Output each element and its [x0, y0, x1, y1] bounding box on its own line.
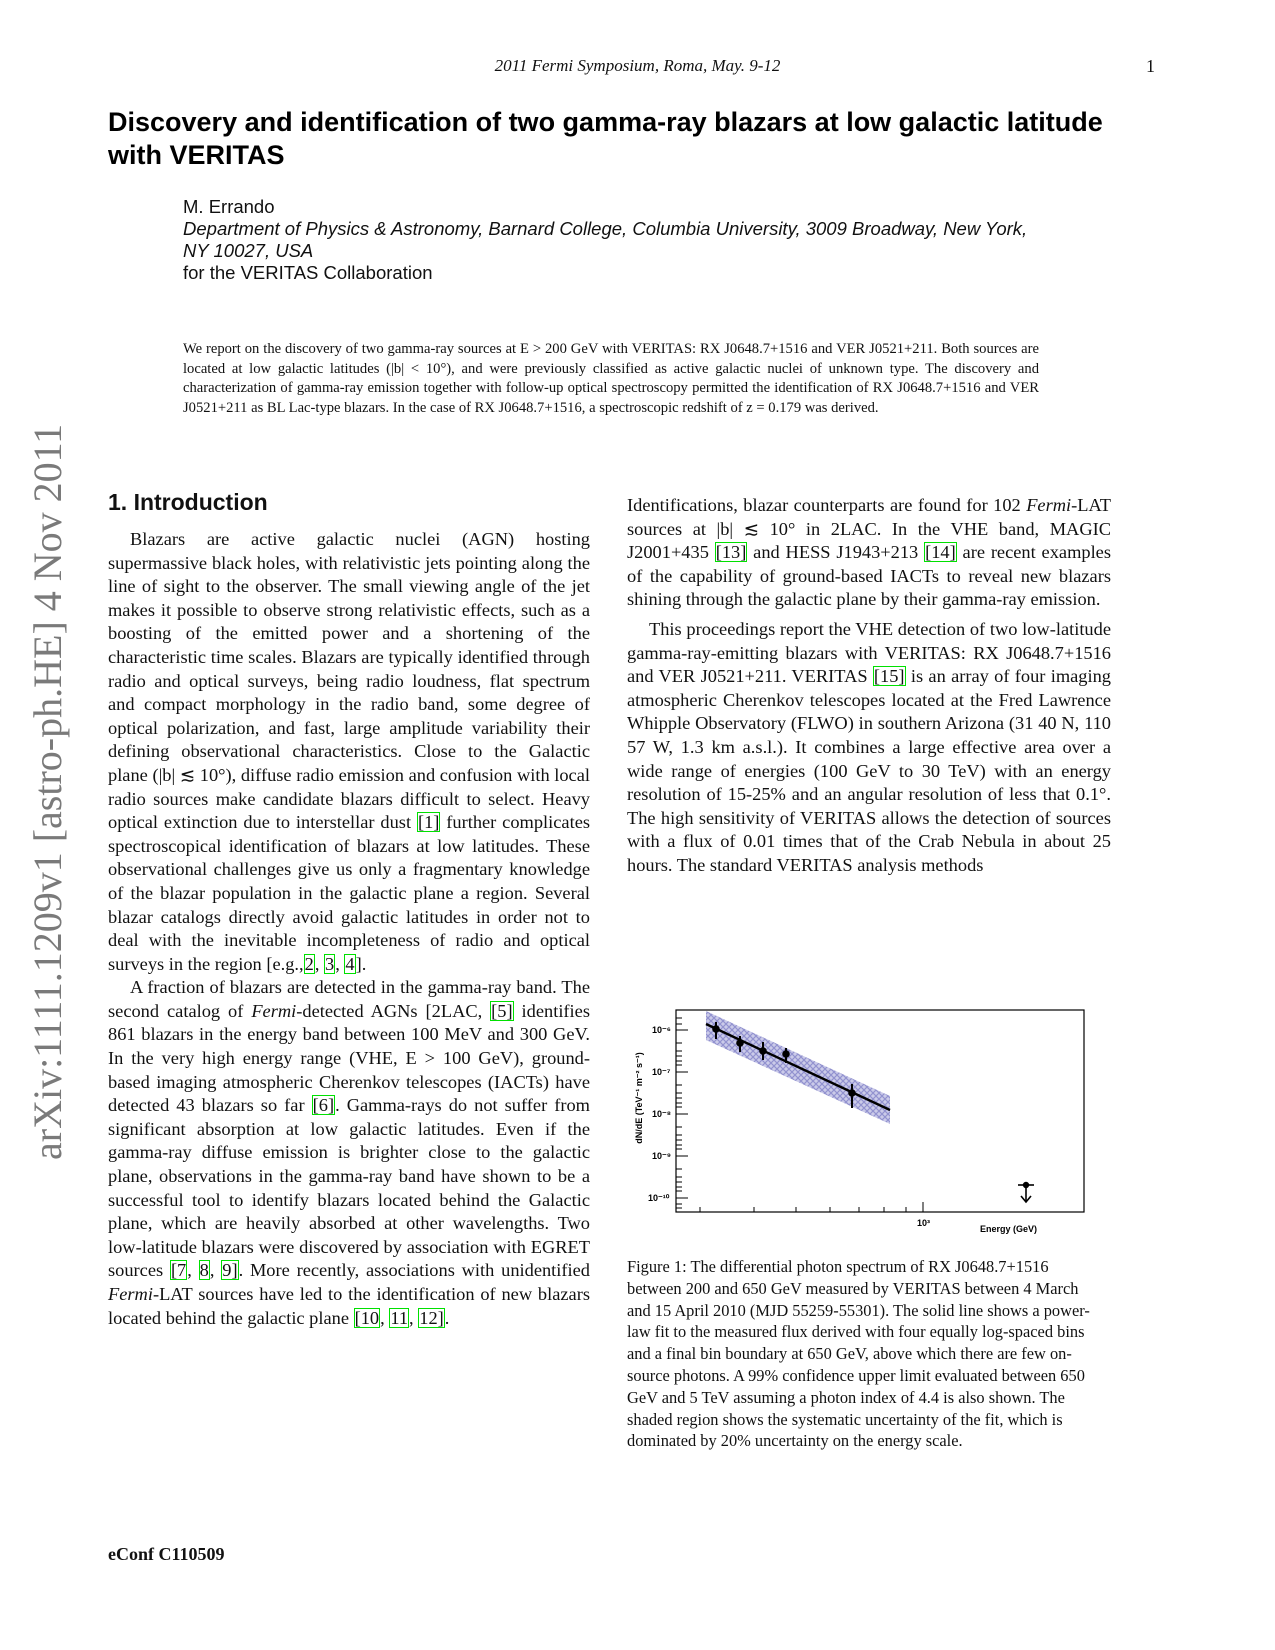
text: -LAT sources have led to the identification of new blazars located behind the galactic plane: [108, 1284, 590, 1328]
text: This proceedings report the VHE detection of two low-latitude gamma-ray-emitting blazars with VERITAS: RX J0648.7+1516 and VER J0521+211. VERITAS: [627, 618, 1111, 687]
y-tick-label: 10⁻¹⁰: [648, 1193, 670, 1203]
citation-link[interactable]: 4: [345, 953, 355, 974]
affiliation-line-2: NY 10027, USA: [183, 240, 314, 261]
paragraph: [627, 494, 1111, 612]
text: are recent examples of the capability of ground-based IACTs to reveal new blazars shining through the galactic plane by their gamma-ray emission.: [627, 542, 1112, 610]
x-axis-label: Energy (GeV): [980, 1224, 1038, 1234]
paragraph: A fraction of blazars are detected in the gamma-ray band. The second catalog of Fermi-detected AGNs [2LAC, [5] identifies 861 blazars in the energy band between 100 MeV and 300 GeV. In the very high energy range (VHE, E > 100 GeV), ground-based imaging atmospheric Cherenkov telescopes (IACTs) have detected 43 blazars so far [6]. Gamma-rays do not suffer from significant absorption at low galactic latitudes. Even if the gamma-ray diffuse emission is brighter close to the galactic plane, observations in the gamma-ray band have shown to be a successful tool to identify blazars located behind the Galactic plane, which are heavily absorbed at other wavelengths. Two low-latitude blazars were discovered by association with EGRET sources [7, 8, 9]. More recently, associations with unidentified Fermi-LAT sources have led to the identification of new blazars located behind the galactic plane [10, 11, 12].: [108, 977, 590, 1328]
text: . Gamma-rays do not suffer from significant absorption at low galactic latitudes. Even if the gamma-ray diffuse emission is brighter close to the galactic plane, observations in the gamma-ray band have shown to be a successful tool to identify blazars located behind the Galactic plane, which are heavily absorbed at other wavelengths. Two low-latitude blazars were discovered by association with EGRET sources: [108, 1095, 590, 1281]
x-axis: [700, 1202, 923, 1212]
citation-link[interactable]: 3: [325, 953, 335, 974]
citation-link[interactable]: 8: [199, 1260, 209, 1281]
text: -LAT sources at |b| ≲ 10° in 2LAC. In the VHE band, MAGIC J2001+435: [627, 495, 1111, 563]
page-number: 1: [1146, 56, 1155, 76]
y-axis-label: dN/dE (TeV⁻¹ m⁻² s⁻¹): [634, 1052, 644, 1144]
text: is an array of four imaging atmospheric Cherenkov telescopes located at the Fred Lawrence Whipple Observatory (FLWO) in southern Arizona (31 40 N, 110 57 W, 1.3 km a.s.l.). It combines a large effective area over a wide range of energies (100 GeV to 30 TeV) with an energy resolution of 15-25% and an angular resolution of less that 0.1°. The high sensitivity of VERITAS allows the detection of sources with a flux of 0.01 times that of the Crab Nebula in about 25 hours. The standard VERITAS analysis methods: [627, 666, 1111, 875]
y-tick-label: 10⁻⁶: [652, 1025, 671, 1035]
figure-caption: Figure 1: The differential photon spectrum of RX J0648.7+1516 between 200 and 650 GeV measured by VERITAS between 4 March and 15 April 2010 (MJD 55259-55301). The solid line shows a power-law fit to the measured flux derived with four equally log-spaced bins and a final bin boundary at 650 GeV, above which there are few on-source photons. A 99% confidence upper limit evaluated between 650 GeV and 5 TeV assuming a photon index of 4.4 is also shown. The shaded region shows the systematic uncertainty of the fit, which is dominated by 20% uncertainty on the energy scale.: [627, 1257, 1090, 1451]
y-tick-label: 10⁻⁷: [652, 1067, 671, 1077]
citation-link[interactable]: 12]: [419, 1307, 444, 1328]
y-tick-label: 10⁻⁹: [652, 1151, 672, 1161]
author-block: [183, 196, 1063, 284]
affiliation-line-1: Department of Physics & Astronomy, Barnard College, Columbia University, 3009 Broadway, New York,: [183, 218, 1028, 239]
paragraph: Blazars are active galactic nuclei (AGN) hosting supermassive black holes, with relativistic jets pointing along the line of sight to the observer. The small viewing angle of the jet makes it possible to observe strong relativistic effects, such as a boosting of the emitted power and a shortening of the characteristic time scales. Blazars are typically identified through radio and optical surveys, being radio loudness, flat spectrum and compact morphology in the radio band, some degree of optical polarization, and fast, large amplitude variability their defining observational characteristics. Close to the Galactic plane (|b| ≲ 10°), diffuse radio emission and confusion with local radio sources make candidate blazars difficult to select. Heavy optical extinction due to interstellar dust [1] further complicates spectroscopical identification of blazars at low latitudes. These observational challenges give us only a fragmentary knowledge of the blazar population in the galactic plane a region. Several blazar catalogs directly avoid galactic latitudes in order not to deal with the inevitable incompleteness of radio and optical surveys in the region [e.g.,2, 3, 4].: [108, 529, 591, 974]
right-column: [627, 494, 1111, 878]
citation-link[interactable]: [5]: [491, 1000, 513, 1021]
italic-fermi: Fermi: [1026, 495, 1072, 515]
text: Identifications, blazar counterparts are found for 102: [627, 495, 1027, 515]
power-law-fit-line: [706, 1024, 890, 1110]
citation-link[interactable]: [13]: [715, 542, 747, 563]
citation-link[interactable]: [1]: [417, 812, 440, 833]
text: identifies 861 blazars in the energy band between 100 MeV and 300 GeV. In the very high energy range (VHE, E > 100 GeV), ground-based imaging atmospheric Cherenkov telescopes (IACTs) have detected 43 blazars so far: [108, 1000, 590, 1116]
footer: eConf C110509: [108, 1544, 225, 1564]
citation-link[interactable]: [14]: [925, 542, 956, 563]
collaboration: for the VERITAS Collaboration: [183, 262, 433, 283]
running-head: 2011 Fermi Symposium, Roma, May. 9-12: [494, 56, 781, 75]
citation-link[interactable]: [15]: [873, 666, 905, 687]
spectrum-figure: [630, 1000, 1100, 1240]
citation-link[interactable]: 9]: [222, 1260, 238, 1281]
abstract: We report on the discovery of two gamma-ray sources at E > 200 GeV with VERITAS: RX J0648.7+1516 and VER J0521+211. Both sources are located at low galactic latitudes (|b| < 10°), and were previously classified as active galactic nuclei of unknown type. The discovery and characterization of gamma-ray emission together with follow-up optical spectroscopy permitted the identification of RX J0648.7+1516 and VER J0521+211 as BL Lac-type blazars. In the case of RX J0648.7+1516, a spectroscopic redshift of z = 0.179 was derived.: [183, 341, 1039, 416]
left-column: [108, 528, 590, 1330]
citation-link[interactable]: 11: [390, 1307, 409, 1328]
text: and HESS J1943+213: [747, 542, 925, 563]
citation-link[interactable]: [7: [170, 1260, 187, 1281]
text: -detected AGNs [2LAC,: [296, 1000, 491, 1021]
citation-link[interactable]: 2: [304, 953, 314, 974]
paragraph: [627, 618, 1111, 878]
italic-fermi: Fermi: [251, 1000, 297, 1021]
arxiv-stamp: arXiv:1111.1209v1 [astro-ph.HE] 4 Nov 2011: [25, 423, 70, 1160]
text: .: [444, 1307, 450, 1328]
spectrum-plot: [630, 1000, 1100, 1240]
author-name: M. Errando: [183, 196, 275, 217]
text: Blazars are active galactic nuclei (AGN) hosting supermassive black holes, with relativistic jets pointing along the line of sight to the observer. The small viewing angle of the jet makes it possible to observe strong relativistic effects, such as a boosting of the emitted power and a shortening of the characteristic time scales. Blazars are typically identified through radio and optical surveys, being radio loudness, flat spectrum and compact morphology in the radio band, some degree of optical polarization, and fast, large amplitude variability their defining observational characteristics. Close to the Galactic plane (|b| ≲ 10°), diffuse radio emission and confusion with local radio sources make candidate blazars difficult to select. Heavy optical extinction due to interstellar dust: [108, 529, 590, 833]
affiliation: [183, 218, 1063, 262]
text: further complicates spectroscopical identification of blazars at low latitudes. These observational challenges give us only a fragmentary knowledge of the blazar population in the galactic plane a region. Several blazar catalogs directly avoid galactic latitudes in order not to deal with the inevitable incompleteness of radio and optical surveys in the region [e.g.,: [108, 812, 591, 974]
paper-title: Discovery and identification of two gamma-ray blazars at low galactic latitude with VERITAS: [108, 107, 1103, 170]
citation-link[interactable]: [10: [354, 1307, 380, 1328]
y-axis: [676, 1018, 688, 1208]
upper-limit-arrow: [1018, 1183, 1034, 1202]
text: A fraction of blazars are detected in the gamma-ray band. The second catalog of: [108, 977, 590, 1021]
text: ].: [355, 953, 367, 974]
y-tick-labels: [648, 1025, 671, 1203]
x-tick-label: 10³: [917, 1218, 931, 1228]
citation-link[interactable]: [6]: [312, 1095, 335, 1116]
section-heading: 1. Introduction: [108, 489, 268, 515]
y-tick-label: 10⁻⁸: [652, 1109, 672, 1119]
text: . More recently, associations with unidentified: [238, 1260, 590, 1281]
italic-fermi: Fermi: [108, 1284, 153, 1304]
